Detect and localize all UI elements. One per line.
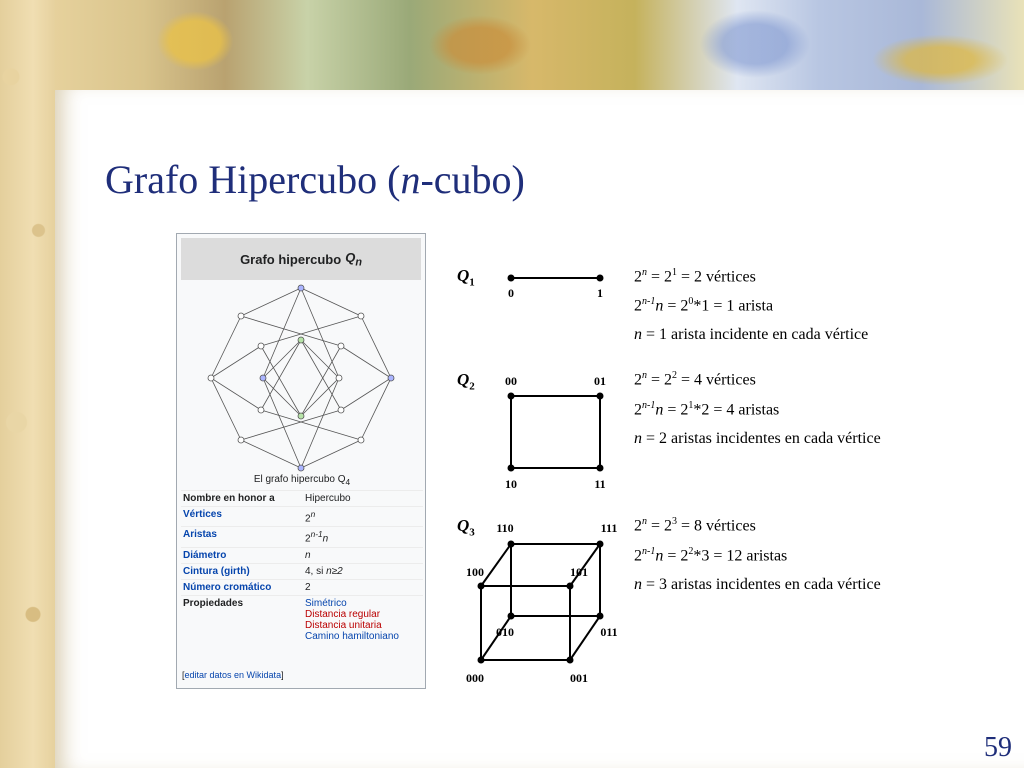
row-value: n: [303, 547, 423, 563]
vertices-link[interactable]: Vértices: [181, 507, 303, 527]
node-label: 001: [570, 671, 588, 685]
node-label: 00: [505, 374, 517, 388]
formula-edges: $2^{n-1}n = 2^0*1 = 1$ arista: [634, 296, 774, 315]
formula-vertices: $2^n = 2^3 = 8$ vértices: [634, 516, 756, 535]
formula-vertices: $2^n = 2^2 = 4$ vértices: [634, 370, 756, 389]
hypercube-q4-image: [181, 282, 421, 472]
decorative-left-strip: [0, 0, 55, 768]
node-label: 10: [505, 477, 517, 491]
node-label: 01: [594, 374, 606, 388]
node-label: 11: [594, 477, 606, 491]
leaf-decoration: [420, 10, 540, 80]
formula-degree: n = 3 aristas incidentes en cada vértice: [634, 576, 881, 593]
node-label: 0: [508, 286, 514, 300]
slide-title: Grafo Hipercubo (n-cubo): [105, 157, 525, 202]
hypercube-diagrams: [455, 260, 630, 700]
table-row: [181, 579, 423, 595]
diametro-link[interactable]: Diámetro: [181, 547, 303, 563]
q2-label: $Q_2$: [457, 370, 475, 393]
formula-degree: n = 1 arista incidente en cada vértice: [634, 326, 869, 343]
simetrico-link[interactable]: Simétrico: [305, 597, 347, 609]
row-value: 2$^{n-1}$n: [303, 527, 423, 547]
table-row: [181, 563, 423, 579]
table-row: [181, 507, 423, 527]
wikidata-edit-link[interactable]: [editar datos en Wikidata]: [182, 670, 284, 680]
hipercubo-link[interactable]: Hipercubo: [303, 491, 423, 507]
numero-cromatico-link[interactable]: Número cromático: [181, 579, 303, 595]
formula-edges: $2^{n-1}n = 2^2*3 = 12$ aristas: [634, 546, 788, 565]
leaf-decoration: [860, 30, 1020, 90]
distancia-unitaria-link[interactable]: Distancia unitaria: [305, 619, 382, 631]
camino-hamiltoniano-link[interactable]: Camino hamiltoniano: [305, 630, 399, 642]
row-key: Propiedades: [181, 595, 303, 644]
q1-graph: [508, 275, 604, 301]
node-label: 100: [466, 565, 484, 579]
infobox-caption: El grafo hipercubo $Q_4$: [253, 474, 351, 487]
properties-list: [303, 595, 423, 644]
leaf-decoration: [150, 6, 240, 76]
formula-degree: n = 2 aristas incidentes en cada vértice: [634, 430, 881, 447]
infobox-header: Grafo hipercubo $Q_n$: [181, 238, 421, 280]
node-label: 111: [600, 521, 618, 535]
table-row: [181, 595, 423, 644]
table-row: [181, 527, 423, 547]
decorative-banner: [0, 0, 1024, 90]
row-value: 2: [303, 579, 423, 595]
node-label: 010: [496, 625, 514, 639]
row-key: Nombre en honor a: [181, 491, 303, 507]
q2-graph: [505, 374, 606, 491]
cintura-link[interactable]: Cintura (girth): [181, 563, 303, 579]
row-value: 2$^n$: [303, 507, 423, 527]
leaf-decoration: [690, 4, 820, 84]
formula-vertices: $2^n = 2^1 = 2$ vértices: [634, 267, 756, 286]
node-label: 000: [466, 671, 484, 685]
node-label: 110: [496, 521, 514, 535]
row-value: 4, si n≥2: [303, 563, 423, 579]
formula-edges: $2^{n-1}n = 2^1*2 = 4$ aristas: [634, 400, 780, 419]
node-label: 101: [570, 565, 588, 579]
aristas-link[interactable]: Aristas: [181, 527, 303, 547]
q3-label: $Q_3$: [457, 516, 475, 539]
distancia-regular-link[interactable]: Distancia regular: [305, 608, 381, 620]
q3-graph: [481, 544, 600, 660]
node-label: 011: [600, 625, 618, 639]
node-label: 1: [597, 286, 603, 300]
page-number: 59: [984, 732, 1012, 763]
table-row: [181, 491, 423, 507]
infobox-table: [181, 490, 423, 644]
q1-label: $Q_1$: [457, 266, 475, 289]
table-row: [181, 547, 423, 563]
wikipedia-infobox: [176, 233, 426, 689]
